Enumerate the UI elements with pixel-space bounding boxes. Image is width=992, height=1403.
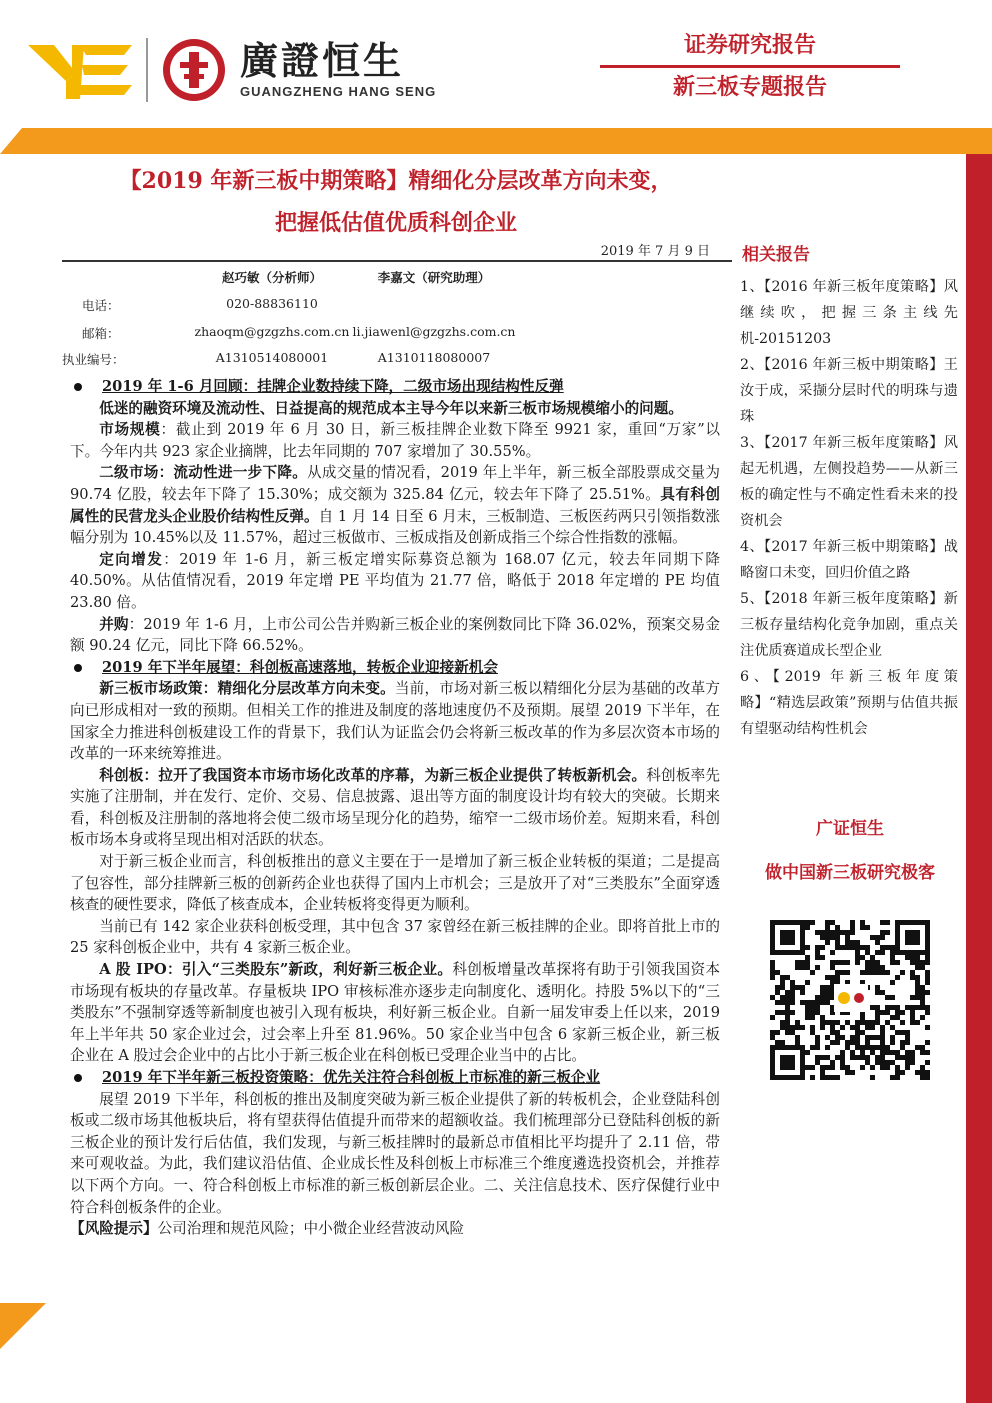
email-value-2[interactable]: li.jiawenl@gzgzhs.com.cn xyxy=(352,324,516,339)
related-report-item[interactable]: 1、【2016 年新三板年度策略】风继续吹，把握三条主线先机-20151203 xyxy=(740,279,958,347)
license-value-1: A1310514080001 xyxy=(215,350,329,365)
brand-logo xyxy=(28,30,436,110)
brand-name-cn: 廣證恒生 xyxy=(240,39,405,83)
bullet-icon xyxy=(74,383,82,391)
ye-logo-icon xyxy=(28,37,136,103)
related-reports-list xyxy=(740,274,958,742)
brand-name-en: GUANGZHENG HANG SENG xyxy=(240,84,437,99)
qr-code-icon[interactable] xyxy=(764,920,936,1080)
related-report-item[interactable]: 6、【2019 年新三板年度策略】“精选层政策”预期与估值共振有望驱动结构性机会 xyxy=(740,669,958,737)
report-title xyxy=(62,160,730,244)
paragraph: 科创板：拉开了我国资本市场市场化改革的序幕，为新三板企业提供了转板新机会。科创板率先实施了注册制，并在发行、定价、交易、信息披露、退出等方面的制度设计均有较大的突破。长期来看，科创板及注册制的落地将会使二级市场呈现分化的趋势，缩窄一二级市场价差。短期来看，科创板市场本身或将呈现出相对活跃的状态。 xyxy=(70,766,720,849)
license-label: 执业编号： xyxy=(62,352,125,367)
phone-label: 电话： xyxy=(82,298,120,313)
paragraph: 展望 2019 下半年，科创板的推出及制度突破为新三板企业提供了新的转板机会，企业登陆科创板或二级市场其他板块后，将有望获得估值提升而带来的超额收益。我们梳理部分已登陆科创板的新三板企业的预计发行后估值，我们发现，与新三板挂牌时的最新总市值相比平均提升了 2.11 倍，带来可观收益。为此，我们建议沿估值、企业成长性及科创板上市标准三个维度遴选投资机会，并推荐以下两个方向。一、符合科创板上市标准的新三板创新层企业。二、关注信息技术、医疗保健行业中符合科创板条件的企业。 xyxy=(70,1090,720,1216)
report-type xyxy=(600,30,900,104)
email-value-1[interactable]: zhaoqm@gzgzhs.com.cn xyxy=(194,324,350,339)
report-type-rule xyxy=(600,65,900,68)
section-heading-3: 2019 年下半年新三板投资策略：优先关注符合科创板上市标准的新三板企业 xyxy=(70,1067,720,1089)
side-stripe xyxy=(966,154,992,1403)
section-heading-2: 2019 年下半年展望：科创板高速落地，转板企业迎接新机会 xyxy=(70,657,720,679)
related-reports-title: 相关报告 xyxy=(742,245,810,265)
paragraph: 二级市场：流动性进一步下降。从成交量的情况看，2019 年上半年，新三板全部股票成交量为 90.74 亿股，较去年下降了 15.30%；成交额为 325.84 亿元，较去年下降了 25.51%。具有科创属性的民营龙头企业股价结构性反弹。自 1 月 14 日至 6 月末，三板制造、三板医药两只引领指数涨幅分别为 10.45%以及 11.57%，超过三板做市、三板成指及创新成指三个综合性指数的涨幅。 xyxy=(70,464,720,547)
author-name-2: 李嘉文（研究助理） xyxy=(377,270,491,285)
section-heading-1: 2019 年 1-6 月回顾：挂牌企业数持续下降，二级市场出现结构性反弹 xyxy=(70,376,720,398)
report-date: 2019 年 7 月 9 日 xyxy=(600,244,710,259)
paragraph: 新三板市场政策：精细化分层改革方向未变。当前，市场对新三板以精细化分层为基础的改革方向已形成相对一致的预期。但相关工作的推进及制度的落地速度仍不及预期。展望 2019 下半年，在国家全力推进科创板建设工作的背景下，我们认为证监会仍会将新三板改革的作为多层次资本市场的改革的一环来统筹推进。 xyxy=(70,680,720,763)
report-type-label: 证券研究报告 xyxy=(683,33,816,58)
seal-icon xyxy=(162,38,226,102)
title-line-2: 把握低估值优质科创企业 xyxy=(274,210,517,236)
paragraph: 定向增发：2019 年 1-6 月，新三板定增实际募资总额为 168.07 亿元，较去年同期下降 40.50%。从估值情况看，2019 年定增 PE 平均值为 21.77 倍，略低于 2018 年定增的 PE 均值 23.80 倍。 xyxy=(70,550,720,611)
paragraph: 当前已有 142 家企业获科创板受理，其中包含 37 家曾经在新三板挂牌的企业。即将首批上市的 25 家科创板企业中，共有 4 家新三板企业。 xyxy=(70,917,720,957)
bullet-icon xyxy=(74,664,82,672)
sidebar-brand: 广证恒生 xyxy=(816,819,884,839)
email-label: 邮箱： xyxy=(82,326,120,341)
related-report-item[interactable]: 2、【2016 年新三板中期策略】王汝于成，采撷分层时代的明珠与遗珠 xyxy=(740,357,958,425)
related-report-item[interactable]: 5、【2018 年新三板年度策略】新三板存量结构化竞争加剧，重点关注优质赛道成长型企业 xyxy=(740,591,958,659)
license-value-2: A1310118080007 xyxy=(377,350,491,365)
risk-note: 【风险提示】公司治理和规范风险；中小微企业经营波动风险 xyxy=(70,1220,465,1238)
report-body xyxy=(70,376,720,1240)
sidebar-slogan: 做中国新三板研究极客 xyxy=(765,863,935,883)
section-lead: 低迷的融资环境及流动性、日益提高的规范成本主导今年以来新三板市场规模缩小的问题。 xyxy=(99,399,683,417)
logo-divider xyxy=(146,38,148,102)
related-report-item[interactable]: 3、【2017 年新三板年度策略】风起无机遇，左侧投趋势——从新三板的确定性与不确定性看未来的投资机会 xyxy=(740,435,958,529)
author-name-1: 赵巧敏（分析师） xyxy=(221,270,322,285)
related-report-item[interactable]: 4、【2017 年新三板中期策略】战略窗口未变，回归价值之路 xyxy=(740,539,958,581)
header-bar xyxy=(0,128,992,154)
bullet-icon xyxy=(74,1074,82,1082)
phone-value: 020-88836110 xyxy=(226,296,318,311)
corner-triangle xyxy=(0,1303,46,1349)
paragraph: 市场规模：截止到 2019 年 6 月 30 日，新三板挂牌企业数下降至 9921 家，重回“万家”以下。今年内共 923 家企业摘牌，比去年同期的 707 家增加了 30.55%。 xyxy=(70,421,720,460)
paragraph: 并购：2019 年 1-6 月，上市公司公告并购新三板企业的案例数同比下降 36.02%，预案交易金额 90.24 亿元，同比下降 66.52%。 xyxy=(70,615,720,655)
paragraph: 对于新三板企业而言，科创板推出的意义主要在于一是增加了新三板企业转板的渠道；二是提高了包容性，部分挂牌新三板的创新药企业也获得了国内上市机会；三是放开了对“三类股东”全面穿透核查的硬性要求，降低了核查成本，企业转板将变得更为顺利。 xyxy=(70,853,720,914)
paragraph: A 股 IPO：引入“三类股东”新政，利好新三板企业。科创板增量改革探将有助于引领我国资本市场现有板块的存量改革。存量板块 IPO 审核标准亦逐步走向制度化、透明化。持股 5%以下的“三类股东”不强制穿透等新制度也被引入现有板块，利好新三板企业。自新一届发审委上任以来，2019 年上半年共 50 家企业过会，过会率上升至 81.96%。50 家企业当中包含 6 家新三板企业，新三板企业在 A 股过会企业中的占比小于新三板企业在科创板已受理企业当中的占比。 xyxy=(70,961,720,1065)
title-line-1: 【2019 年新三板中期策略】精细化分层改革方向未变， xyxy=(119,168,673,194)
report-subtype-label: 新三板专题报告 xyxy=(672,75,827,100)
